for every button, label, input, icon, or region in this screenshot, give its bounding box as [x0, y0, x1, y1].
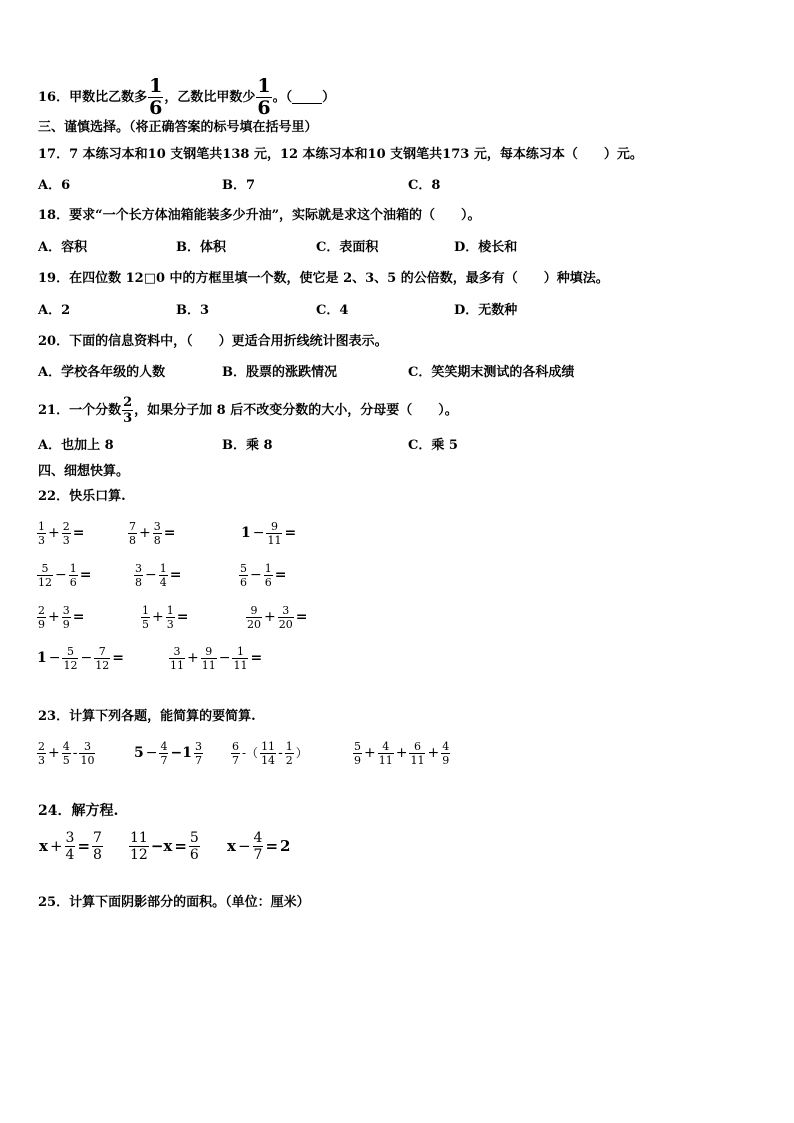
- q24-equation-1: x + $\frac{3}{4}$ = $\frac{7}{8}$: [39, 829, 102, 863]
- question-23-title: 23．计算下列各题，能简算的要简算.: [38, 709, 256, 724]
- q20-option-b[interactable]: B．股票的涨跌情况: [222, 365, 337, 380]
- question-17: 17．7 本练习本和10 支钢笔共138 元，12 本练习本和10 支钢笔共173 元，每本练习本（ ）元。: [38, 147, 643, 162]
- q16-text-3: 。（: [272, 89, 293, 105]
- q16-text-1: 甲数比乙数多: [69, 89, 148, 105]
- q20-option-c[interactable]: C．笑笑期末测试的各科成绩: [408, 365, 575, 380]
- q22-item-7: $\frac{2}{9}$ + $\frac{3}{9}$ =: [38, 603, 85, 631]
- q21-text-1: 21．一个分数: [38, 402, 122, 418]
- q24-equation-3: x − $\frac{4}{7}$ = 2: [227, 829, 291, 863]
- q22-item-5: $\frac{3}{8}$ − $\frac{1}{4}$ =: [135, 561, 182, 589]
- q20-option-a[interactable]: A．学校各年级的人数: [38, 365, 166, 380]
- q16-text-2: ，乙数比甲数少: [164, 89, 256, 105]
- q22-item-4: $\frac{5}{12}$ − $\frac{1}{6}$ =: [38, 561, 92, 589]
- q18-option-b[interactable]: B．体积: [176, 240, 226, 255]
- q22-item-3: 1 − $\frac{9}{11}$ =: [241, 519, 297, 547]
- question-24-title: 24．解方程.: [38, 803, 119, 819]
- q16-num: 16．: [38, 89, 70, 105]
- q21-fraction: $\frac{2}{3}$: [123, 394, 133, 426]
- question-18: 18．要求“一个长方体油箱能装多少升油”，实际就是求这个油箱的（ ）。: [38, 208, 481, 223]
- q23-expression-1: $\frac{2}{3}$ + $\frac{4}{5}$ - $\frac{3}{10}$: [38, 739, 95, 767]
- question-19: 19．在四位数 12□0 中的方框里填一个数，使它是 2、3、5 的公倍数，最多有（ ）种填法。: [38, 271, 609, 286]
- q19-option-d[interactable]: D．无数种: [454, 303, 518, 318]
- question-25: 25．计算下面阴影部分的面积。（单位：厘米）: [38, 895, 310, 910]
- q22-item-2: $\frac{7}{8}$ + $\frac{3}{8}$ =: [129, 519, 176, 547]
- question-21: [38, 393, 458, 427]
- q16-text-4: ）: [322, 89, 336, 105]
- q21-option-b[interactable]: B．乘 8: [222, 438, 273, 453]
- q16-fraction-2: $\frac{1}{6}$: [257, 74, 271, 119]
- q19-option-b[interactable]: B．3: [176, 303, 210, 318]
- q21-option-a[interactable]: A．也加上 8: [38, 438, 114, 453]
- q24-equation-2: $\frac{11}{12}$ −x = $\frac{5}{6}$: [130, 829, 199, 863]
- q22-item-1: $\frac{1}{3}$ + $\frac{2}{3}$ =: [38, 519, 85, 547]
- q21-option-c[interactable]: C．乘 5: [408, 438, 458, 453]
- question-20: 20．下面的信息资料中，（ ）更适合用折线统计图表示。: [38, 334, 388, 349]
- q22-item-9: $\frac{9}{20}$ + $\frac{3}{20}$ =: [247, 603, 308, 631]
- section-4-heading: 四、细想快算。: [38, 464, 130, 479]
- q16-answer-blank[interactable]: [292, 91, 322, 104]
- q17-option-b[interactable]: B．7: [222, 178, 256, 193]
- q22-item-10: 1 − $\frac{5}{12}$ − $\frac{7}{12}$ =: [37, 644, 124, 672]
- section-3-heading: 三、谨慎选择。（将正确答案的标号填在括号里）: [38, 120, 318, 135]
- q18-option-d[interactable]: D．棱长和: [454, 240, 518, 255]
- q18-option-a[interactable]: A．容积: [38, 240, 88, 255]
- q23-expression-2: 5 − $\frac{4}{7}$ −1 $\frac{3}{7}$: [134, 739, 202, 767]
- q22-item-6: $\frac{5}{6}$ − $\frac{1}{6}$ =: [240, 561, 287, 589]
- q23-expression-4: $\frac{5}{9}$ + $\frac{4}{11}$ + $\frac{6}{11}$ + $\frac{4}{9}$: [354, 739, 450, 767]
- q19-option-c[interactable]: C．4: [316, 303, 349, 318]
- question-16: [38, 74, 336, 119]
- q18-option-c[interactable]: C．表面积: [316, 240, 379, 255]
- q22-item-8: $\frac{1}{5}$ + $\frac{1}{3}$ =: [142, 603, 189, 631]
- q19-option-a[interactable]: A．2: [38, 303, 71, 318]
- q22-item-11: $\frac{3}{11}$ + $\frac{9}{11}$ − $\frac{1}{11}$ =: [170, 644, 263, 672]
- q17-option-a[interactable]: A．6: [38, 178, 71, 193]
- q21-text-2: ，如果分子加 8 后不改变分数的大小，分母要（ ）。: [134, 402, 458, 418]
- q16-fraction-1: $\frac{1}{6}$: [149, 74, 163, 119]
- q23-expression-3: $\frac{6}{7}$ -（ $\frac{11}{14}$ - $\frac{1}{2}$ ）: [232, 739, 308, 767]
- q17-option-c[interactable]: C．8: [408, 178, 441, 193]
- question-22-title: 22．快乐口算.: [38, 489, 126, 504]
